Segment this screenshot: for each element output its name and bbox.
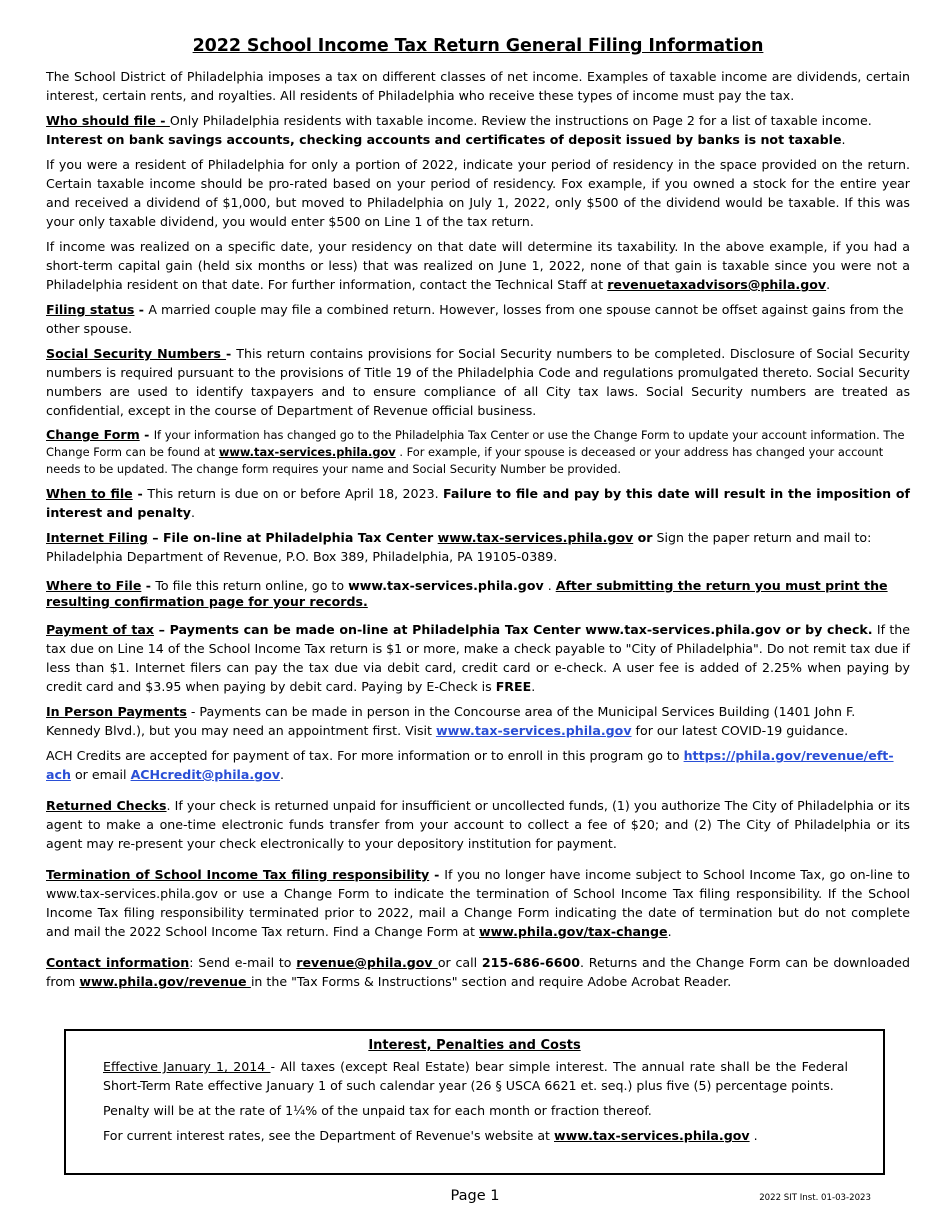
internet-filing-heading: Internet Filing [46, 530, 148, 545]
realized-income-paragraph: If income was realized on a specific date, your residency on that date will determine its taxability. In the above example, if you had a short-term capital gain (held six months or less) that was realized on June 1, 2022, none of that gain is taxable since you were not a Philadelphia resident on that date. For further information, contact the Technical Staff at revenuetaxadvisors@phila.gov. [46, 239, 910, 292]
intro-paragraph [46, 67, 910, 105]
eft-ach-link[interactable]: https://phila.gov/revenue/eft-ach [46, 748, 894, 782]
intro-text: The School District of Philadelphia imposes a tax on different classes of net income. Examples of taxable income are dividends, certain interest, certain rents, and royalties. All residents of Philadelphia who receive these types of income must pay the tax. [46, 69, 910, 103]
page-number: Page 1 [450, 1188, 500, 1204]
in-person-heading: In Person Payments [46, 704, 187, 719]
effective-date-label: Effective January 1, 2014 [103, 1059, 271, 1074]
where-to-file-heading: Where to File [46, 578, 142, 593]
mailing-address: Philadelphia Department of Revenue, P.O. Box 389, Philadelphia, PA 19105-0389. [46, 549, 558, 564]
effective-paragraph: Effective January 1, 2014 - All taxes (except Real Estate) bear simple interest. The annual rate shall be the Federal Short-Term Rate effective January 1 of such calendar year (26 § USCA 6621 et. seq.) plus five (5) percentage points. [103, 1059, 849, 1093]
returned-checks-paragraph: Returned Checks. If your check is returned unpaid for insufficient or uncollected funds, (1) you authorize The City of Philadelphia or its agent to make a one-time electronic funds transfer from your account to collect a fee of $20; and (2) The City of Philadelphia or its agent may re-present your check electronically to your depository institution for payment. [46, 798, 910, 851]
page-title: 2022 School Income Tax Return General Filing Information [192, 36, 764, 56]
partial-residency-paragraph: If you were a resident of Philadelphia for only a portion of 2022, indicate your period of residency in the space provided on the return. Certain taxable income should be pro-rated based on your period of residency. Fox example, if you owned a stock for the entire year and received a dividend of $1,000, but moved to Philadelphia on July 1, 2022, only $500 of the dividend would be taxable. If this was your only taxable dividend, you would enter $500 on Line 1 of the tax return. [46, 157, 910, 229]
ach-email-link[interactable]: ACHcredit@phila.gov [130, 767, 281, 782]
contact-phone: 215-686-6600 [481, 955, 581, 970]
termination-paragraph: Termination of School Income Tax filing responsibility - If you no longer have income subject to School Income Tax, go on-line to www.tax-services.phila.gov or use a Change Form to indicate the termination of School Income Tax filing responsibility. If the School Income Tax filing responsibility terminated prior to 2022, mail a Change Form indicating the date of termination but do not complete and mail the 2022 School Income Tax return. Find a Change Form at www.phila.gov/tax-change. [46, 867, 911, 939]
tax-advisors-email-link[interactable]: revenuetaxadvisors@phila.gov [607, 277, 827, 292]
failure-to-file-warning: Failure to file and pay by this date will result in the imposition of interest and penalty [46, 486, 910, 520]
who-should-file-text: Only Philadelphia residents with taxable income. Review the instructions on Page 2 for a list of taxable income. [169, 113, 872, 128]
returned-checks-heading: Returned Checks [46, 798, 167, 813]
print-confirmation-note: After submitting the return you must print the resulting confirmation page for your records. [46, 578, 888, 609]
payment-heading: Payment of tax [46, 622, 154, 637]
interest-penalties-heading: Interest, Penalties and Costs [368, 1038, 581, 1053]
contact-heading: Contact information [46, 955, 190, 970]
echeck-free-label: FREE [495, 679, 532, 694]
penalty-paragraph: Penalty will be at the rate of 1¼% of the unpaid tax for each month or fraction thereof. [103, 1103, 652, 1118]
where-to-file-paragraph: Where to File - To file this return online, go to www.tax-services.phila.gov . After submitting the return you must print the resulting confirmation page for your records. [46, 578, 888, 609]
filing-status-heading: Filing status [46, 302, 135, 317]
ssn-heading: Social Security Numbers [46, 346, 227, 361]
revenue-website-link[interactable]: www.phila.gov/revenue [79, 974, 251, 989]
internet-filing-paragraph: Internet Filing – File on-line at Philadelphia Tax Center www.tax-services.phila.gov or Sign the paper return and mail to: Philadelphia Department of Revenue, P.O. Box 389, Philadelphia, PA 19105-0389. [46, 530, 872, 564]
interest-rates-paragraph: For current interest rates, see the Department of Revenue's website at www.tax-services.phila.gov . [103, 1128, 758, 1143]
change-form-heading: Change Form [46, 427, 140, 442]
form-revision-note: 2022 SIT Inst. 01-03-2023 [759, 1193, 871, 1203]
internet-filing-link[interactable]: www.tax-services.phila.gov [437, 530, 634, 545]
ach-paragraph: ACH Credits are accepted for payment of tax. For more information or to enroll in this program go to https://phila.gov/revenue/eft-ach or email ACHcredit@phila.gov. [46, 748, 894, 782]
ssn-paragraph: Social Security Numbers - This return contains provisions for Social Security numbers to be completed. Disclosure of Social Security numbers is required pursuant to the provisions of Title 19 of the Philadelphia Code and regulations promulgated thereto. Social Security numbers are used to identify taxpayers and to ensure compliance of all City tax laws. Social Security numbers are treated as confidential, except in the course of Department of Revenue official business. [46, 346, 910, 418]
in-person-paragraph: In Person Payments - Payments can be made in person in the Concourse area of the Municipal Services Building (1401 John F. Kennedy Blvd.), but you may need an appointment first. Visit www.tax-services.phila.gov for our latest COVID-19 guidance. [46, 704, 856, 738]
change-form-paragraph: Change Form - If your information has changed go to the Philadelphia Tax Center or use the Change Form to update your account information. The Change Form can be found at www.tax-services.phila.gov . For example, if your spouse is deceased or your address has changed your account needs to be updated. The change form requires your name and Social Security Number be provided. [46, 427, 905, 476]
filing-status-paragraph: Filing status - A married couple may file a combined return. However, losses from one spouse cannot be offset against gains from the other spouse. [46, 302, 904, 336]
contact-paragraph: Contact information: Send e-mail to revenue@phila.gov or call 215-686-6600. Returns and the Change Form can be downloaded from www.phila.gov/revenue in the "Tax Forms & Instructions" section and require Adobe Acrobat Reader. [46, 955, 910, 989]
where-to-file-link[interactable]: www.tax-services.phila.gov [348, 578, 544, 593]
who-should-file-paragraph: Who should file - Only Philadelphia residents with taxable income. Review the instructions on Page 2 for a list of taxable income. Interest on bank savings accounts, checking accounts and certificates of deposit issued by banks is not taxable. [46, 113, 872, 147]
payment-paragraph: Payment of tax – Payments can be made on-line at Philadelphia Tax Center www.tax-services.phila.gov or by check. If the tax due on Line 14 of the School Income Tax return is $1 or more, make a check payable to "City of Philadelphia". Do not remit tax due if less than $1. Internet filers can pay the tax due via debit card, credit card or e-check. A user fee is added of 2.25% when paying by credit card and $3.95 when paying by debit card. Paying by E-Check is FREE. [46, 622, 911, 694]
revenue-email-link[interactable]: revenue@phila.gov [296, 955, 438, 970]
interest-penalties-box [64, 1029, 885, 1175]
tax-change-link[interactable]: www.phila.gov/tax-change [479, 924, 668, 939]
when-to-file-paragraph: When to file - This return is due on or before April 18, 2023. Failure to file and pay by this date will result in the imposition of interest and penalty. [46, 486, 910, 520]
interest-rates-link[interactable]: www.tax-services.phila.gov [554, 1128, 750, 1143]
termination-heading: Termination of School Income Tax filing responsibility [46, 867, 430, 882]
who-should-file-heading: Who should file - [46, 113, 170, 128]
covid-guidance-link[interactable]: www.tax-services.phila.gov [435, 723, 632, 738]
change-form-link[interactable]: www.tax-services.phila.gov [218, 445, 396, 459]
document-body [46, 36, 910, 997]
when-to-file-heading: When to file [46, 486, 133, 501]
bank-interest-note: Interest on bank savings accounts, checking accounts and certificates of deposit issued by banks is not taxable [46, 132, 842, 147]
